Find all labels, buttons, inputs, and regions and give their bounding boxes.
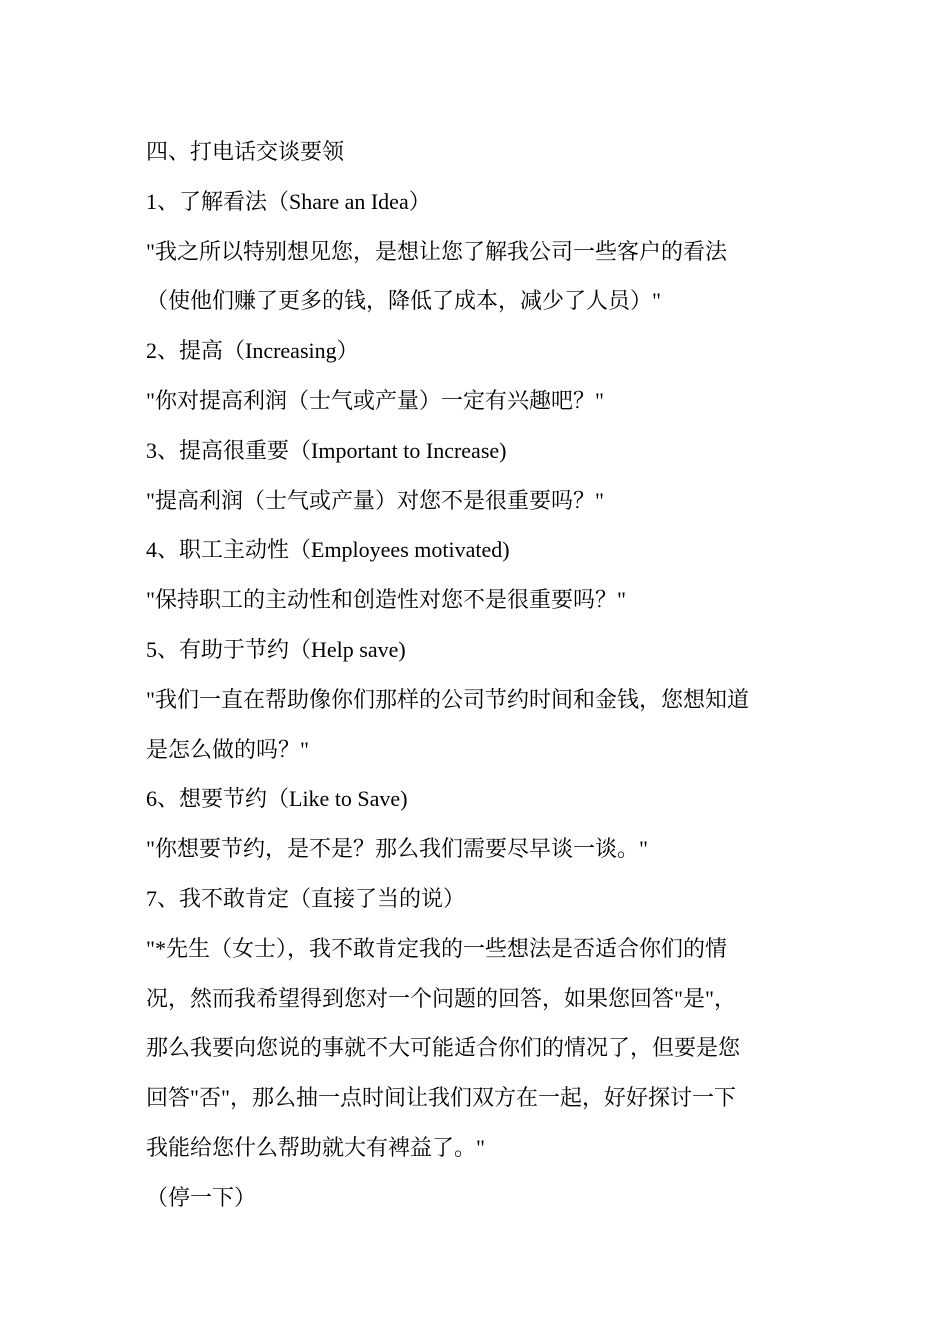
section-heading: 四、打电话交谈要领 xyxy=(146,139,345,164)
item-heading-7: 7、我不敢肯定（直接了当的说） xyxy=(146,885,466,911)
item-heading-4: 4、职工主动性（Employees motivated) xyxy=(146,537,510,563)
item-4-quote: "保持职工的主动性和创造性对您不是很重要吗？" xyxy=(146,587,626,613)
item-7-quote-line-3: 那么我要向您说的事就不大可能适合你们的情况了，但要是您 xyxy=(146,1035,741,1061)
item-1-quote-line-1: "我之所以特别想见您，是想让您了解我公司一些客户的看法 xyxy=(146,238,727,264)
item-heading-1: 1、了解看法（Share an Idea） xyxy=(146,188,431,214)
item-7-quote-line-2: 况，然而我希望得到您对一个问题的回答，如果您回答"是"， xyxy=(146,985,736,1011)
item-heading-2: 2、提高（Increasing） xyxy=(146,338,359,364)
item-3-quote: "提高利润（士气或产量）对您不是很重要吗？" xyxy=(146,487,604,513)
item-heading-5: 5、有助于节约（Help save) xyxy=(146,636,406,662)
item-1-quote-line-2: （使他们赚了更多的钱，降低了成本，减少了人员）" xyxy=(146,288,661,314)
item-7-quote-line-4: 回答"否"，那么抽一点时间让我们双方在一起，好好探讨一下 xyxy=(146,1085,736,1111)
item-7-quote-line-5: 我能给您什么帮助就大有裨益了。" xyxy=(146,1134,485,1160)
item-5-quote-line-2: 是怎么做的吗？" xyxy=(146,736,309,762)
item-heading-3: 3、提高很重要（Important to Increase) xyxy=(146,437,507,463)
document-body xyxy=(146,127,818,1223)
item-5-quote-line-1: "我们一直在帮助像你们那样的公司节约时间和金钱，您想知道 xyxy=(146,686,749,712)
item-2-quote: "你对提高利润（士气或产量）一定有兴趣吧？" xyxy=(146,387,604,413)
pause-note: （停一下） xyxy=(146,1184,257,1210)
item-heading-6: 6、想要节约（Like to Save) xyxy=(146,786,408,812)
item-6-quote: "你想要节约，是不是？那么我们需要尽早谈一谈。" xyxy=(146,836,648,862)
item-7-quote-line-1: "*先生（女士），我不敢肯定我的一些想法是否适合你们的情 xyxy=(146,935,727,961)
